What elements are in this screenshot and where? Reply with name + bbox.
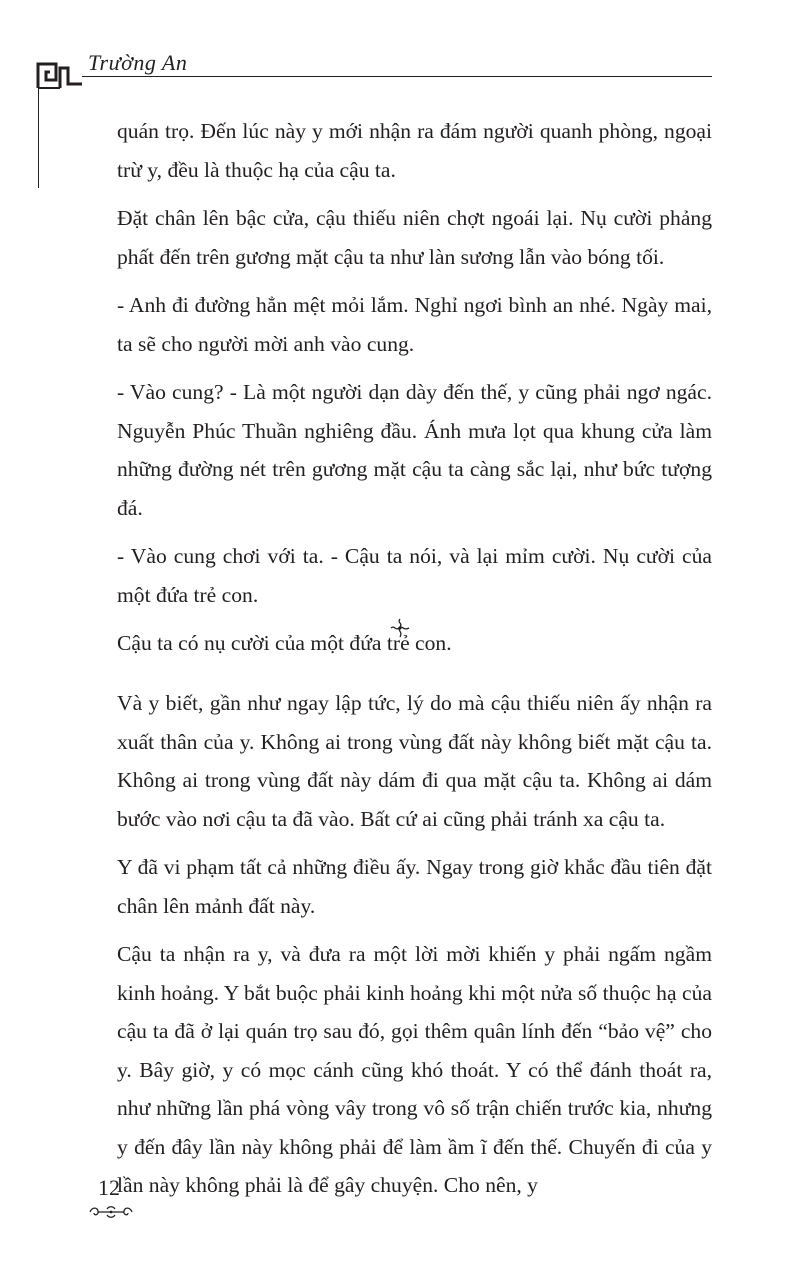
fret-corner-ornament-icon <box>34 58 82 94</box>
body-text-bottom <box>117 684 712 1215</box>
paragraph: Và y biết, gần như ngay lập tức, lý do mà cậu thiếu niên ấy nhận ra xuất thân của y. Không ai trong vùng đất này không biết mặt cậu ta. Không ai trong vùng đất này dám đi qua mặt cậu ta. Không ai dám bước vào nơi cậu ta đã vào. Bất cứ ai cũng phải tránh xa cậu ta. <box>117 691 712 831</box>
paragraph: Cậu ta nhận ra y, và đưa ra một lời mời khiến y phải ngấm ngầm kinh hoảng. Y bắt buộc phải kinh hoảng khi một nửa số thuộc hạ của cậu ta đã ở lại quán trọ sau đó, gọi thêm quân lính đến “bảo vệ” cho y. Bây giờ, y có mọc cánh cũng khó thoát. Y có thể đánh thoát ra, như những lần phá vòng vây trong vô số trận chiến trước kia, nhưng y đến đây lần này không phải để làm ầm ĩ đến thế. Chuyến đi của y lần này không phải là để gây chuyện. Cho nên, y <box>117 942 712 1197</box>
page-number: 12 <box>98 1175 120 1200</box>
running-title: Trường An <box>88 50 188 75</box>
header-rule <box>82 76 712 77</box>
paragraph: Cậu ta có nụ cười của một đứa trẻ con. <box>117 631 452 655</box>
paragraph: Y đã vi phạm tất cả những điều ấy. Ngay trong giờ khắc đầu tiên đặt chân lên mảnh đất này. <box>117 855 712 918</box>
body-text-top <box>117 112 712 673</box>
scroll-ornament-icon <box>88 1205 134 1219</box>
paragraph: - Anh đi đường hẳn mệt mỏi lắm. Nghỉ ngơi bình an nhé. Ngày mai, ta sẽ cho người mời anh vào cung. <box>117 293 712 356</box>
side-rule <box>38 76 39 188</box>
paragraph: - Vào cung chơi với ta. - Cậu ta nói, và lại mỉm cười. Nụ cười của một đứa trẻ con. <box>117 544 712 607</box>
paragraph: quán trọ. Đến lúc này y mới nhận ra đám người quanh phòng, ngoại trừ y, đều là thuộc hạ của cậu ta. <box>117 119 712 182</box>
floral-divider-ornament-icon <box>389 617 411 639</box>
paragraph: Đặt chân lên bậc cửa, cậu thiếu niên chợt ngoái lại. Nụ cười phảng phất đến trên gương mặt cậu ta như làn sương lẫn vào bóng tối. <box>117 206 712 269</box>
paragraph: - Vào cung? - Là một người dạn dày đến thế, y cũng phải ngơ ngác. Nguyễn Phúc Thuần nghiêng đầu. Ánh mưa lọt qua khung cửa làm những đường nét trên gương mặt cậu ta càng sắc lại, như bức tượng đá. <box>117 380 712 520</box>
